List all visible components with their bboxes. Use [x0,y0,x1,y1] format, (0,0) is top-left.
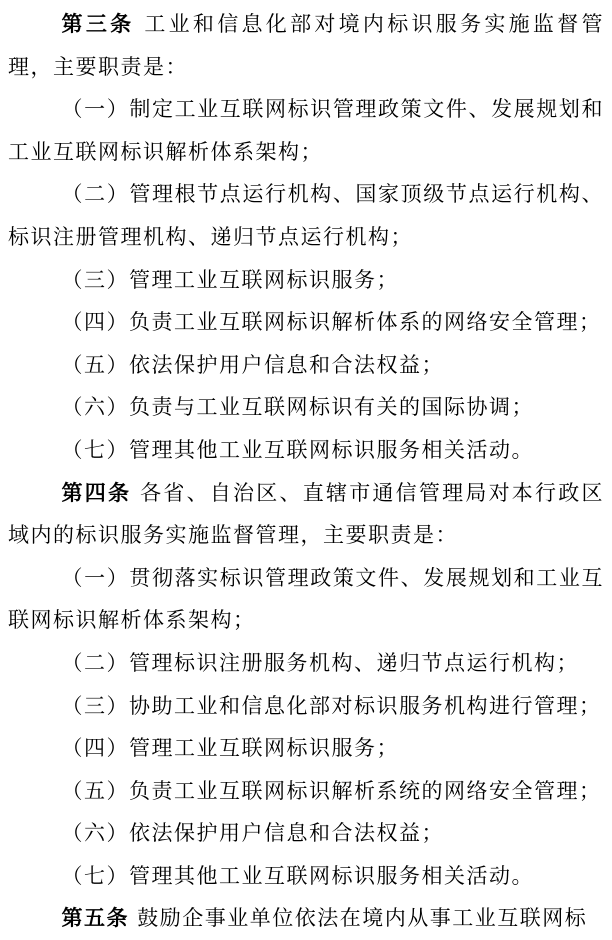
paragraph [8,301,604,344]
paragraph [8,727,604,770]
paragraph-text: （七）管理其他工业互联网标识服务相关活动。 [61,437,535,462]
paragraph-text: （三）管理工业互联网标识服务； [61,267,400,292]
paragraph-text: 各省、自治区、直辖市通信管理局对本行政区域内的标识服务实施监督管理，主要职责是： [8,480,604,548]
paragraph [8,812,604,855]
paragraph-text: （一）贯彻落实标识管理政策文件、发展规划和工业互联网标识解析体系架构； [8,565,604,633]
paragraph [8,685,604,728]
document-body [8,3,604,940]
paragraph-text: （三）协助工业和信息化部对标识服务机构进行管理； [61,693,602,718]
paragraph-text: （四）管理工业互联网标识服务； [61,736,400,761]
paragraph-text: （四）负责工业互联网标识解析体系的网络安全管理； [61,310,602,335]
paragraph-text: （二）管理标识注册服务机构、递归节点运行机构； [61,650,580,675]
paragraph-text: 鼓励企事业单位依法在境内从事工业互联网标 [129,906,588,931]
paragraph [8,429,604,472]
paragraph-text: （六）依法保护用户信息和合法权益； [61,821,445,846]
paragraph [8,173,604,258]
paragraph-text: （一）制定工业互联网标识管理政策文件、发展规划和工业互联网标识解析体系架构； [8,97,604,164]
paragraph [8,855,604,898]
paragraph-text: （二）管理根节点运行机构、国家顶级节点运行机构、标识注册管理机构、递归节点运行机构； [8,182,604,249]
paragraph [8,770,604,813]
paragraph [8,3,604,88]
paragraph [8,386,604,429]
paragraph-text: （六）负责与工业互联网标识有关的国际协调； [61,395,535,420]
paragraph [8,472,604,557]
paragraph-text: （五）负责工业互联网标识解析系统的网络安全管理； [61,778,602,803]
paragraph [8,259,604,302]
paragraph [8,344,604,387]
paragraph-text: （五）依法保护用户信息和合法权益； [61,352,445,377]
paragraph [8,642,604,685]
paragraph [8,557,604,642]
paragraph [8,88,604,173]
paragraph-text: （七）管理其他工业互联网标识服务相关活动。 [61,863,535,888]
paragraph [8,897,604,940]
article-number: 第四条 [61,479,132,505]
article-number: 第三条 [61,11,135,36]
paragraph-text: 工业和信息化部对境内标识服务实施监督管理，主要职责是： [8,12,604,79]
article-number: 第五条 [61,905,130,931]
